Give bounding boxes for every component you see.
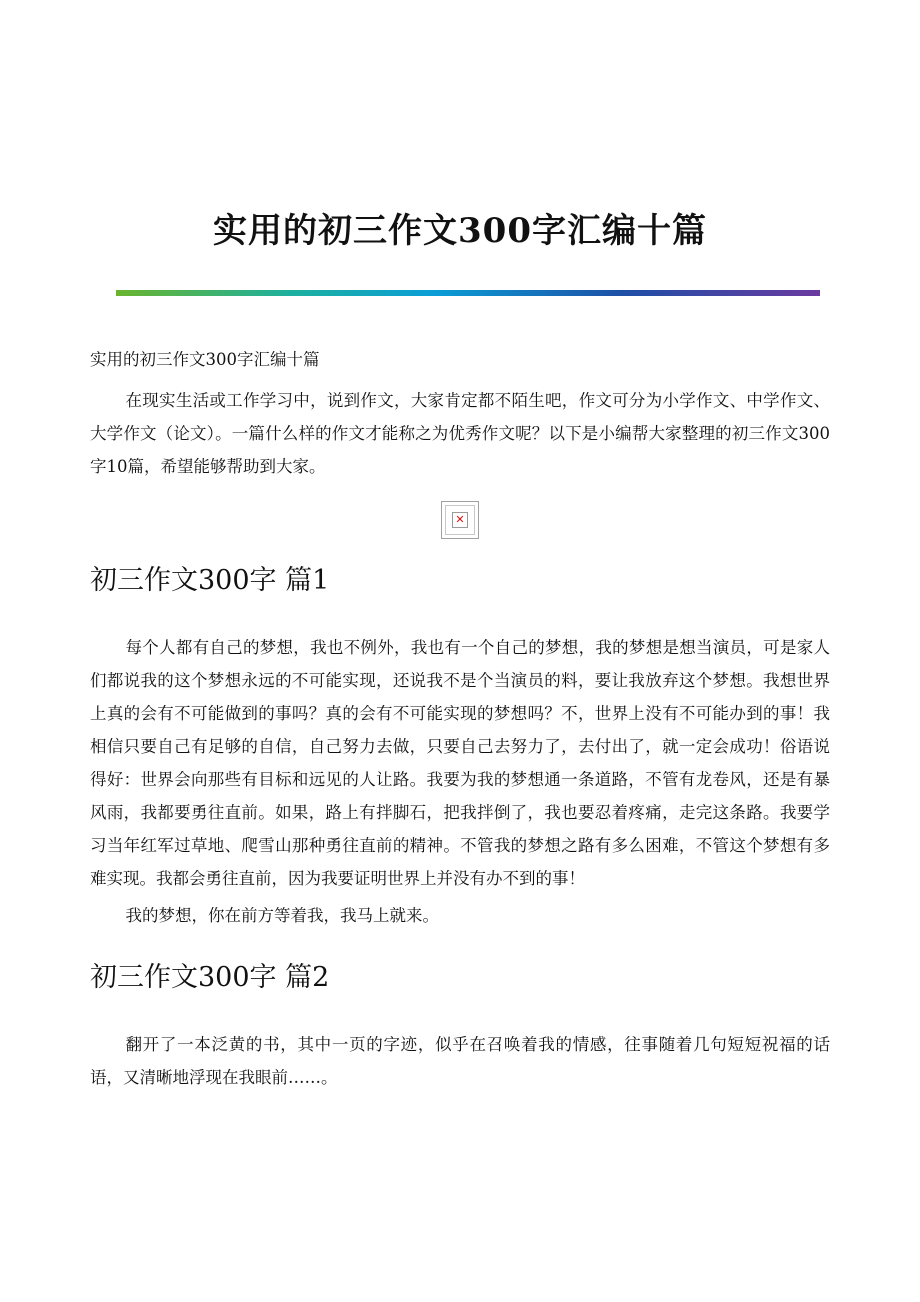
document-subtitle: 实用的初三作文300字汇编十篇 — [90, 350, 320, 369]
section-paragraph: 我的梦想，你在前方等着我，我马上就来。 — [125, 906, 439, 925]
section-paragraph: 每个人都有自己的梦想，我也不例外，我也有一个自己的梦想，我的梦想是想当演员，可是家人们都说我的这个梦想永远的不可能实现，还说我不是个当演员的料，要让我放弃这个梦想。我想世界上真的会有不可能做到的事吗？真的会有不可能实现的梦想吗？不，世界上没有不可能办到的事！我相信只要自己有足够的自信，自己努力去做，只要自己去努力了，去付出了，就一定会成功！俗语说得好：世界会向那些有目标和远见的人让路。我要为我的梦想通一条道路，不管有龙卷风，还是有暴风雨，我都要勇往直前。如果，路上有拌脚石，把我拌倒了，我也要忍着疼痛，走完这条路。我要学习当年红军过草地、爬雪山那种勇往直前的精神。不管我的梦想之路有多么困难，不管这个梦想有多难实现。我都会勇往直前，因为我要证明世界上并没有办不到的事！ — [90, 638, 830, 888]
section-heading: 初三作文300字 篇2 — [90, 962, 330, 993]
section-body — [90, 631, 830, 932]
section-heading: 初三作文300字 篇1 — [90, 565, 330, 596]
document-body — [90, 340, 830, 1094]
section-2 — [90, 958, 830, 1094]
section-1 — [90, 561, 830, 932]
broken-image-placeholder — [441, 501, 479, 539]
section-body — [90, 1028, 830, 1094]
title-divider — [116, 290, 820, 296]
broken-image-icon: ✕ — [452, 512, 468, 528]
intro-paragraph: 在现实生活或工作学习中，说到作文，大家肯定都不陌生吧，作文可分为小学作文、中学作文、大学作文（论文）。一篇什么样的作文才能称之为优秀作文呢？以下是小编帮大家整理的初三作文300字10篇，希望能够帮助到大家。 — [90, 391, 830, 476]
document-title: 实用的初三作文300字汇编十篇 — [213, 210, 707, 251]
section-paragraph: 翻开了一本泛黄的书，其中一页的字迹，似乎在召唤着我的情感，往事随着几句短短祝福的话语，又清晰地浮现在我眼前……。 — [90, 1035, 830, 1087]
